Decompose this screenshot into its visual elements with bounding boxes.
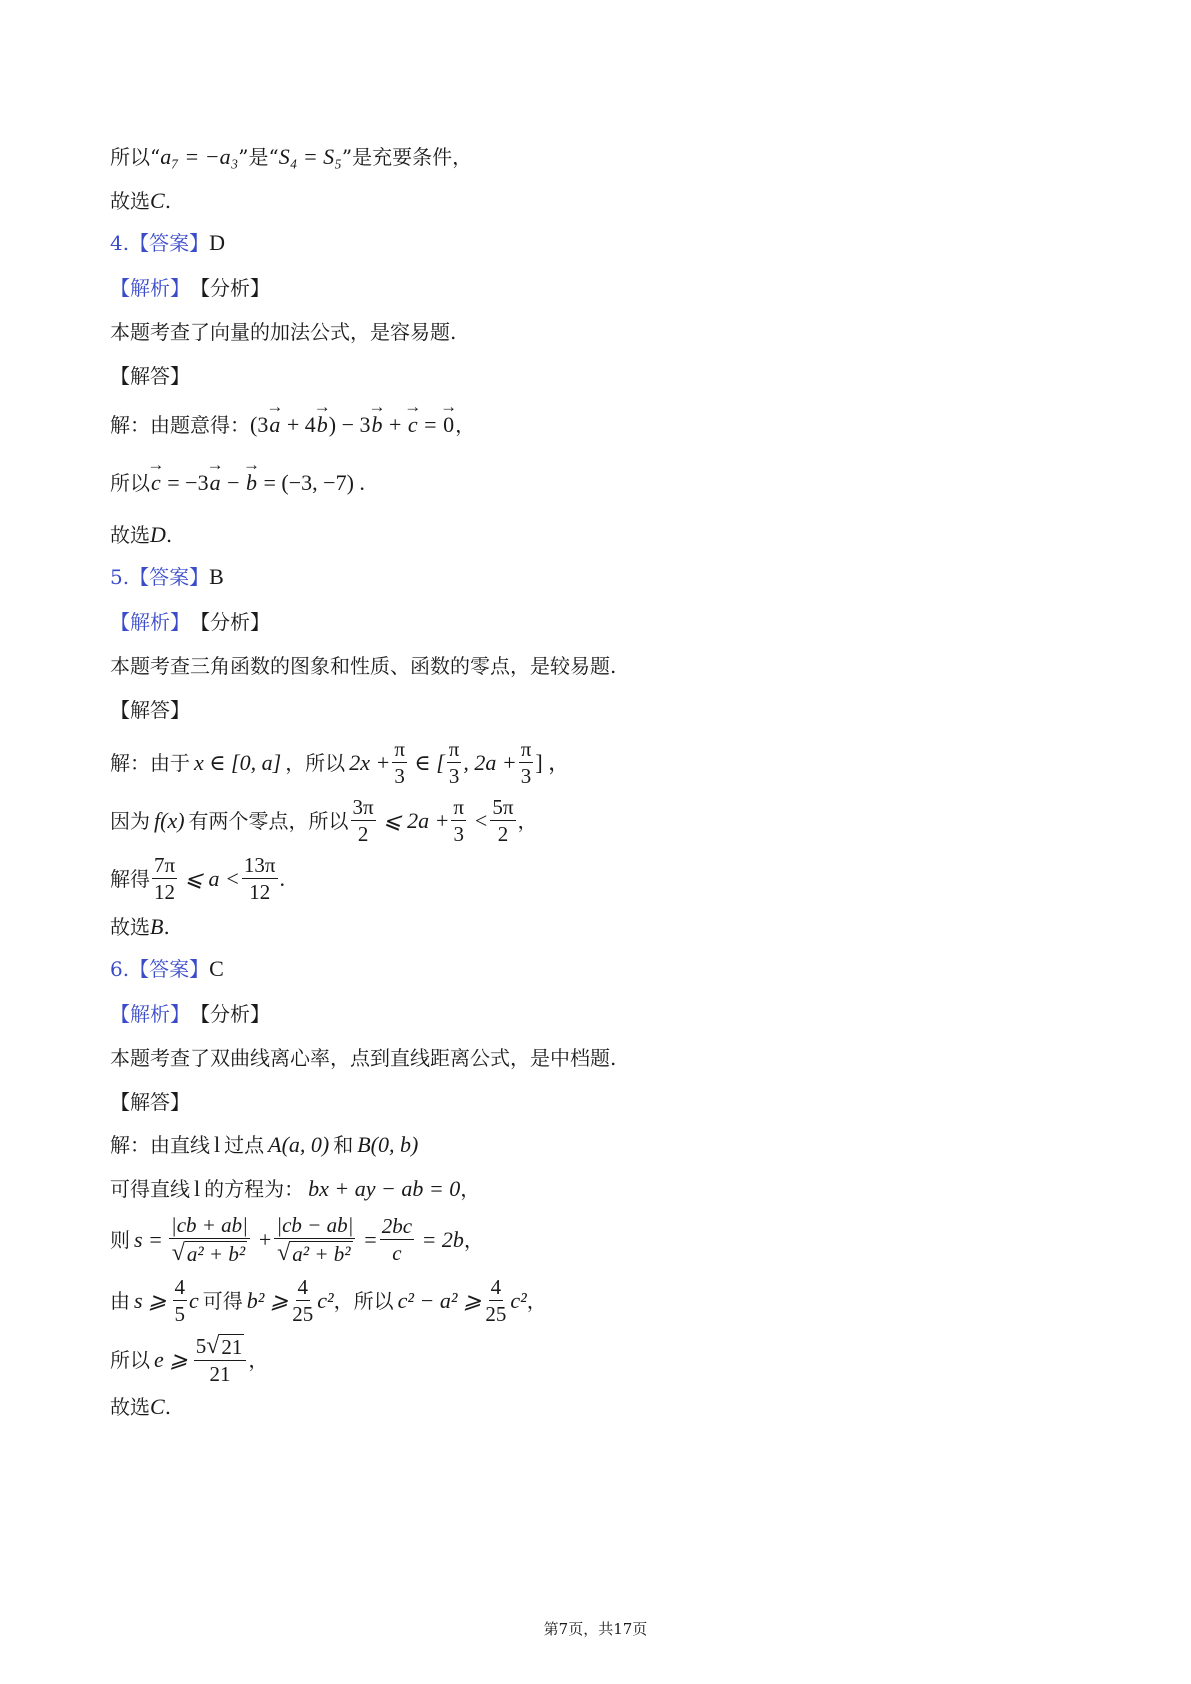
fenxi-tag: 【分析】	[190, 1002, 270, 1026]
text: 解得	[110, 866, 150, 891]
math: s =	[134, 1226, 163, 1252]
text: 故选	[110, 1395, 150, 1419]
math: B(0, b)	[357, 1132, 419, 1157]
text: ，	[526, 1288, 547, 1313]
text: 所以	[110, 471, 150, 495]
q5-answer	[110, 566, 224, 588]
math: =	[418, 412, 443, 437]
q6-description	[110, 1048, 616, 1068]
vector-b: → b	[245, 472, 258, 494]
math: l	[214, 1132, 221, 1157]
math: C	[150, 1394, 165, 1419]
radicand: a² + b²	[292, 1242, 351, 1267]
math: ∈ [	[408, 749, 445, 775]
jiexi-tag: 【解析】	[110, 1002, 190, 1026]
fraction-pi-3	[392, 738, 407, 787]
denominator: 2	[497, 822, 509, 847]
math: −	[221, 470, 246, 495]
numerator: π	[519, 738, 534, 763]
denominator: 3	[453, 822, 464, 847]
text: 可得直线	[110, 1177, 190, 1201]
math: l	[194, 1176, 201, 1201]
math: c	[189, 1287, 199, 1313]
math: c² − a² ⩾	[397, 1287, 482, 1313]
radicand: 21	[221, 1335, 243, 1359]
fraction	[152, 854, 177, 903]
fraction-pi-3	[451, 796, 466, 845]
fraction	[194, 1334, 247, 1385]
q4-select	[110, 524, 172, 546]
text: .	[164, 1395, 172, 1419]
text: 故选	[110, 915, 150, 939]
text: 则	[110, 1227, 130, 1252]
radical-sign: √	[171, 1240, 185, 1267]
text: 因为	[110, 808, 150, 833]
conclusion-line	[110, 146, 472, 168]
math: S₄ = S₅	[278, 144, 342, 169]
math: c²	[510, 1287, 527, 1313]
fraction	[169, 1214, 250, 1265]
text: 解：由于	[110, 750, 190, 775]
math: C	[150, 188, 165, 213]
math: = −3	[161, 470, 209, 495]
math: f(x)	[154, 807, 185, 833]
coefficient: 5	[195, 1334, 207, 1358]
text: 故选	[110, 523, 150, 547]
q5-select	[110, 916, 170, 938]
numerator: |cb + ab|	[169, 1214, 250, 1239]
denominator: 2	[357, 822, 369, 847]
q6-select	[110, 1396, 171, 1418]
answer-tag: 【答案】	[129, 957, 210, 981]
fraction-pi-3	[447, 738, 462, 787]
answer-value: D	[209, 230, 225, 255]
text: 由	[110, 1288, 130, 1313]
numerator: 13π	[242, 854, 278, 879]
denominator: 3	[520, 764, 532, 789]
text: 有两个零点，所以	[188, 808, 349, 833]
numerator	[194, 1334, 247, 1361]
text: ”是“	[238, 145, 279, 169]
denominator: 25	[485, 1302, 507, 1327]
fraction	[483, 1276, 508, 1325]
math: .	[279, 865, 285, 891]
jiexi-tag: 【解析】	[110, 610, 190, 634]
vector-a: → a	[268, 414, 281, 436]
denominator: c	[392, 1241, 402, 1266]
text: ，	[463, 1227, 484, 1252]
math: +	[383, 412, 407, 437]
q6-step2	[110, 1178, 480, 1200]
jiexi-tag: 【解析】	[110, 276, 190, 300]
radicand: a² + b²	[186, 1242, 246, 1267]
q6-analysis-tags	[110, 1004, 270, 1024]
numerator: π	[392, 738, 407, 763]
vector-c: → c	[407, 414, 419, 436]
text: 的方程为：	[204, 1177, 305, 1201]
math: + 4	[281, 412, 316, 437]
q-number: 6.	[110, 957, 130, 981]
answer-tag: 【答案】	[129, 231, 210, 255]
text: 所以“	[110, 145, 161, 169]
math: s ⩾	[134, 1287, 167, 1313]
math: D	[150, 522, 166, 547]
fraction	[290, 1276, 315, 1325]
q4-solution-tag	[110, 366, 190, 386]
text: .	[164, 189, 172, 213]
numerator: 2bc	[380, 1215, 414, 1240]
select-line	[110, 190, 171, 212]
q5-solution-tag	[110, 700, 190, 720]
math: +	[251, 1226, 273, 1252]
text: 本题考查了向量的加法公式，是容易题.	[110, 320, 457, 344]
fraction	[490, 796, 515, 845]
fraction	[380, 1215, 414, 1264]
answer-value: C	[209, 956, 224, 981]
math: c²	[317, 1287, 334, 1313]
math: a₇ = −a₃	[160, 144, 239, 169]
text: 可得	[202, 1288, 243, 1313]
sqrt	[277, 1241, 352, 1265]
text: ，	[460, 1177, 481, 1201]
text: .	[165, 523, 173, 547]
math: ⩽ a <	[179, 865, 240, 891]
fenxi-tag: 【分析】	[190, 276, 270, 300]
math: A(a, 0)	[268, 1132, 330, 1157]
numerator: 4	[296, 1276, 311, 1301]
q5-step2	[110, 796, 538, 845]
vector-c: → c	[150, 472, 162, 494]
math: <	[468, 807, 489, 833]
q4-analysis-tags	[110, 278, 270, 298]
fraction-pi-3	[519, 738, 534, 787]
text: 所以	[110, 1347, 150, 1372]
fraction	[351, 796, 376, 845]
vector-a: → a	[209, 472, 222, 494]
numerator: π	[451, 796, 466, 821]
math: bx + ay − ab = 0	[308, 1176, 461, 1201]
text: ，	[517, 808, 538, 833]
math: ) − 3	[328, 412, 371, 437]
q6-answer	[110, 958, 224, 980]
denominator: 21	[209, 1362, 231, 1387]
text: ，所以	[285, 750, 346, 775]
numerator: 4	[173, 1276, 188, 1301]
jieda-tag: 【解答】	[110, 698, 190, 722]
denominator: 5	[174, 1302, 185, 1327]
text: 故选	[110, 189, 150, 213]
text: ”是充要条件，	[341, 145, 473, 169]
q-number: 4.	[110, 231, 130, 255]
q5-analysis-tags	[110, 612, 270, 632]
denominator	[275, 1239, 354, 1265]
denominator: 12	[249, 880, 271, 905]
vector-zero: → 0	[442, 414, 455, 436]
fenxi-tag: 【分析】	[190, 610, 270, 634]
math: = 2b	[416, 1226, 464, 1252]
sqrt	[172, 1241, 247, 1265]
math: B	[150, 914, 164, 939]
math: ⩽ 2a +	[377, 807, 450, 833]
jieda-tag: 【解答】	[110, 1090, 190, 1114]
q5-step1	[110, 738, 570, 787]
math: , 2a +	[463, 749, 517, 775]
radical-sign: √	[277, 1240, 291, 1267]
math: e ⩾	[154, 1346, 188, 1372]
q4-description	[110, 322, 456, 342]
math: =	[357, 1226, 378, 1252]
denominator	[170, 1239, 249, 1265]
answer-value: B	[209, 564, 224, 589]
numerator: 5π	[490, 796, 515, 821]
text: .	[163, 915, 170, 939]
q6-step4	[110, 1276, 547, 1325]
q-number: 5.	[110, 565, 130, 589]
sqrt	[206, 1334, 244, 1358]
math: 2x +	[349, 749, 391, 775]
q6-step5	[110, 1334, 268, 1385]
text: 和	[333, 1133, 354, 1157]
math: = (−3, −7) .	[258, 470, 365, 495]
numerator: π	[447, 738, 462, 763]
page-footer: 第7页，共17页	[543, 1620, 648, 1638]
q4-step2	[110, 472, 365, 494]
fraction	[242, 854, 278, 903]
text: ，	[455, 413, 476, 437]
math: b² ⩾	[246, 1287, 289, 1313]
answer-tag: 【答案】	[129, 565, 210, 589]
denominator: 3	[448, 764, 460, 789]
numerator: |cb − ab|	[274, 1214, 355, 1239]
denominator: 25	[292, 1302, 314, 1327]
q5-description	[110, 656, 616, 676]
math: (3	[250, 412, 269, 437]
numerator: 4	[489, 1276, 504, 1301]
q6-step1	[110, 1134, 418, 1156]
math: ] ，	[535, 749, 571, 775]
text: 本题考查三角函数的图象和性质、函数的零点，是较易题.	[110, 654, 617, 678]
denominator: 3	[394, 764, 405, 789]
vector-b: → b	[370, 414, 383, 436]
q5-step3	[110, 854, 285, 903]
q6-solution-tag	[110, 1092, 190, 1112]
text: ，所以	[333, 1288, 394, 1313]
fraction	[173, 1276, 188, 1325]
numerator: 7π	[152, 854, 177, 879]
q4-answer	[110, 232, 225, 254]
radical-sign: √	[206, 1333, 220, 1359]
numerator: 3π	[351, 796, 376, 821]
q6-step3	[110, 1214, 484, 1265]
text: ，	[248, 1347, 269, 1372]
text: 解：由题意得：	[110, 413, 250, 437]
math: x ∈ [0, a]	[194, 749, 282, 775]
vector-b: → b	[316, 414, 329, 436]
text: 解：由直线	[110, 1133, 210, 1157]
text: 本题考查了双曲线离心率，点到直线距离公式，是中档题.	[110, 1046, 617, 1070]
text: 过点	[224, 1133, 265, 1157]
q4-step1	[110, 414, 475, 436]
jieda-tag: 【解答】	[110, 364, 190, 388]
fraction	[274, 1214, 355, 1265]
denominator: 12	[154, 880, 176, 905]
